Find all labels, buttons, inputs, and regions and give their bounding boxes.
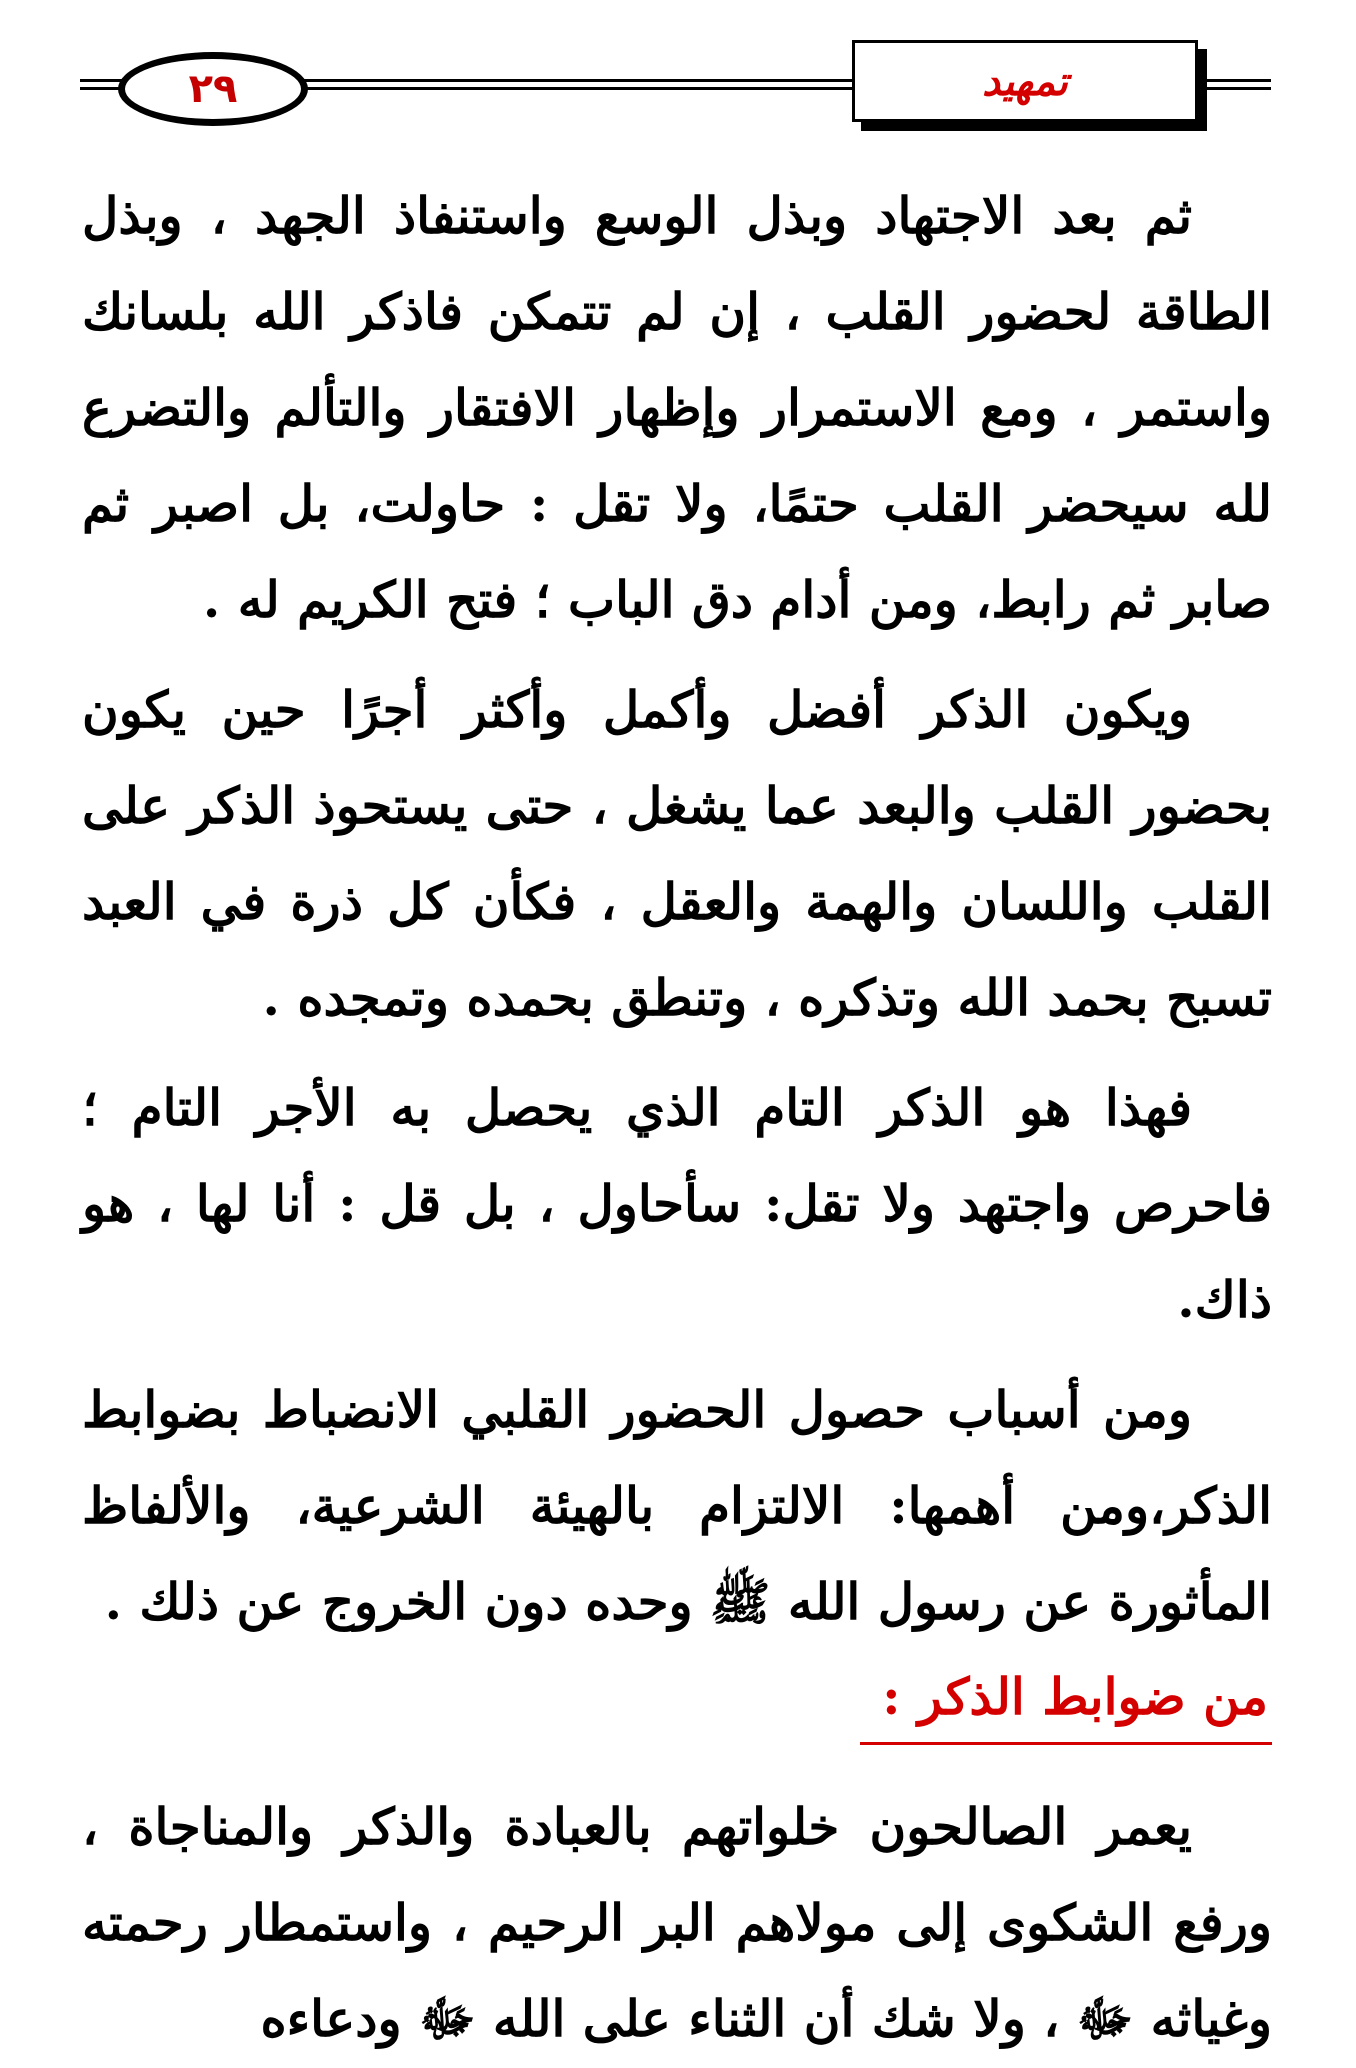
section-heading-wrap [82, 1656, 1272, 1745]
page-body [82, 168, 1272, 2067]
paragraph: ومن أسباب حصول الحضور القلبي الانضباط بضوابط الذكر،ومن أهمها: الالتزام بالهيئة الشرعية، والألفاظ المأثورة عن رسول الله ﷺ وحده دون الخروج عن ذلك . [82, 1380, 1272, 1631]
header-rule-middle [300, 79, 855, 82]
paragraph: فهذا هو الذكر التام الذي يحصل به الأجر التام ؛ فاحرص واجتهد ولا تقل: سأحاول ، بل قل : أنا لها ، هو ذاك. [82, 1078, 1272, 1329]
page-number: ٢٩ [188, 66, 238, 112]
header-rule-right [1205, 87, 1271, 90]
chapter-title: تمهيد [982, 57, 1068, 105]
header-rule-right [1205, 79, 1271, 82]
section-heading: من ضوابط الذكر : [860, 1656, 1272, 1745]
page-number-badge [118, 52, 308, 126]
paragraph: ويكون الذكر أفضل وأكمل وأكثر أجرًا حين يكون بحضور القلب والبعد عما يشغل ، حتى يستحوذ الذكر على القلب واللسان والهمة والعقل ، فكأن كل ذرة في العبد تسبح بحمد الله وتذكره ، وتنطق بحمده وتمجده . [82, 680, 1272, 1027]
page-header [0, 0, 1356, 150]
chapter-title-box [852, 40, 1198, 122]
paragraph: ثم بعد الاجتهاد وبذل الوسع واستنفاذ الجهد ، وبذل الطاقة لحضور القلب ، إن لم تتمكن فاذكر الله بلسانك واستمر ، ومع الاستمرار وإظهار الافتقار والتألم والتضرع لله سيحضر القلب حتمًا، ولا تقل : حاولت، بل اصبر ثم صابر ثم رابط، ومن أدام دق الباب ؛ فتح الكريم له . [82, 186, 1272, 629]
header-rule-middle [300, 87, 855, 90]
paragraph: يعمر الصالحون خلواتهم بالعبادة والذكر والمناجاة ، ورفع الشكوى إلى مولاهم البر الرحيم ، واستمطار رحمته وغياثه ﷻ ، ولا شك أن الثناء على الله ﷻ ودعاءه [82, 1797, 1272, 2048]
